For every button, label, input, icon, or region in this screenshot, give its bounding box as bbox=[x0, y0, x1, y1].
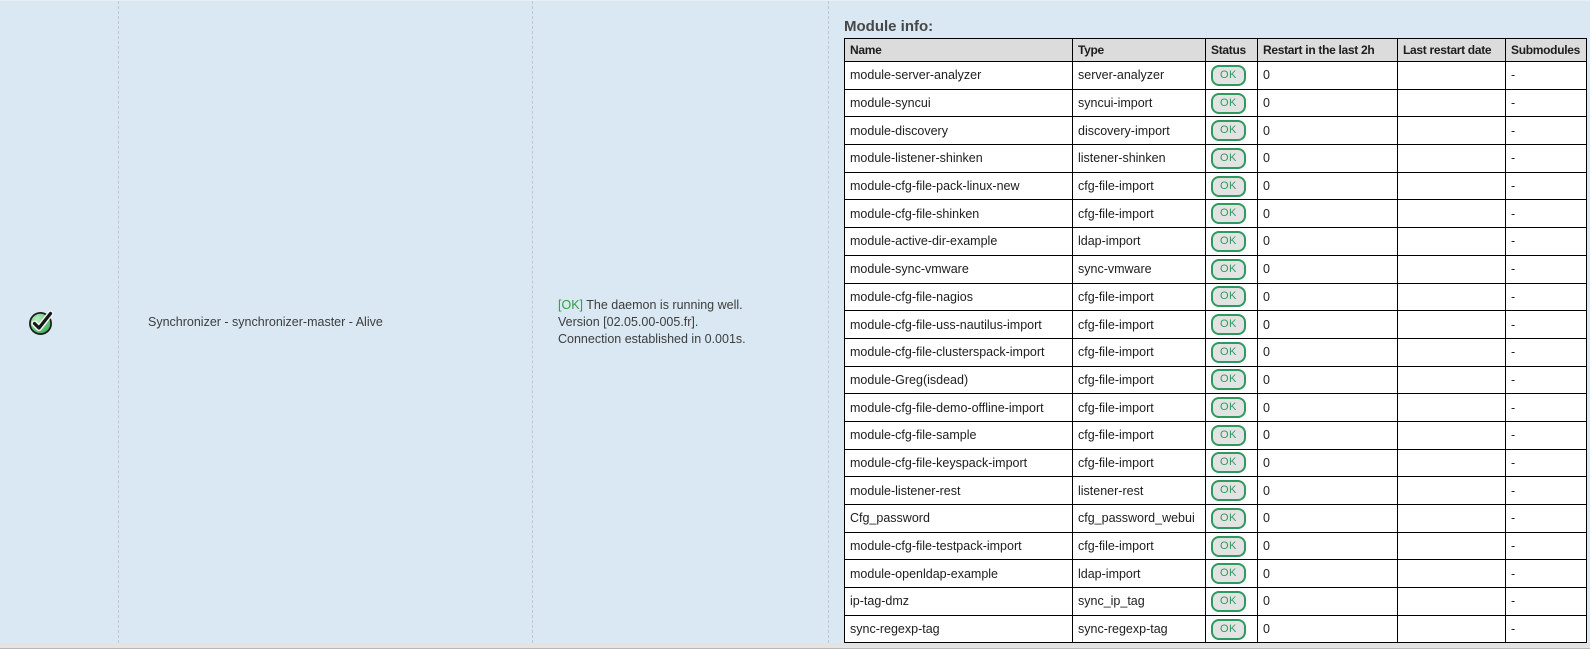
status-ok-badge: OK bbox=[1211, 259, 1246, 280]
cell-restart-2h: 0 bbox=[1258, 615, 1398, 643]
cell-status bbox=[1206, 505, 1258, 533]
table-row bbox=[845, 421, 1587, 449]
status-ok-badge: OK bbox=[1211, 342, 1246, 363]
cell-last-restart-date bbox=[1398, 311, 1506, 339]
cell-status bbox=[1206, 421, 1258, 449]
cell-restart-2h: 0 bbox=[1258, 421, 1398, 449]
cell-status bbox=[1206, 200, 1258, 228]
table-row bbox=[845, 228, 1587, 256]
cell-restart-2h: 0 bbox=[1258, 560, 1398, 588]
cell-status bbox=[1206, 532, 1258, 560]
table-row bbox=[845, 505, 1587, 533]
table-row bbox=[845, 172, 1587, 200]
cell-status bbox=[1206, 560, 1258, 588]
status-ok-badge: OK bbox=[1211, 65, 1246, 86]
table-row bbox=[845, 449, 1587, 477]
status-ok-badge: OK bbox=[1211, 148, 1246, 169]
cell-type: discovery-import bbox=[1073, 117, 1206, 145]
cell-status bbox=[1206, 588, 1258, 616]
cell-status bbox=[1206, 117, 1258, 145]
table-row bbox=[845, 89, 1587, 117]
table-row bbox=[845, 588, 1587, 616]
column-header-restart-in-the-last-2h: Restart in the last 2h bbox=[1258, 39, 1398, 62]
cell-status bbox=[1206, 255, 1258, 283]
ok-check-icon bbox=[28, 308, 55, 336]
cell-type: listener-shinken bbox=[1073, 145, 1206, 173]
status-ok-badge: OK bbox=[1211, 480, 1246, 501]
cell-type: cfg-file-import bbox=[1073, 394, 1206, 422]
cell-status bbox=[1206, 449, 1258, 477]
cell-name: module-sync-vmware bbox=[845, 255, 1073, 283]
status-ok-badge: OK bbox=[1211, 369, 1246, 390]
cell-submodules: - bbox=[1506, 560, 1587, 588]
ok-tag: [OK] bbox=[558, 297, 584, 312]
cell-submodules: - bbox=[1506, 255, 1587, 283]
status-ok-badge: OK bbox=[1211, 452, 1246, 473]
cell-type: listener-rest bbox=[1073, 477, 1206, 505]
cell-status bbox=[1206, 62, 1258, 90]
cell-type: server-analyzer bbox=[1073, 62, 1206, 90]
cell-type: cfg-file-import bbox=[1073, 421, 1206, 449]
cell-submodules: - bbox=[1506, 228, 1587, 256]
cell-submodules: - bbox=[1506, 62, 1587, 90]
cell-last-restart-date bbox=[1398, 449, 1506, 477]
cell-last-restart-date bbox=[1398, 62, 1506, 90]
cell-name: module-listener-rest bbox=[845, 477, 1073, 505]
status-ok-badge: OK bbox=[1211, 120, 1246, 141]
table-row bbox=[845, 200, 1587, 228]
cell-type: cfg-file-import bbox=[1073, 532, 1206, 560]
cell-name: ip-tag-dmz bbox=[845, 588, 1073, 616]
cell-submodules: - bbox=[1506, 615, 1587, 643]
cell-type: cfg_password_webui bbox=[1073, 505, 1206, 533]
cell-submodules: - bbox=[1506, 505, 1587, 533]
cell-submodules: - bbox=[1506, 89, 1587, 117]
cell-restart-2h: 0 bbox=[1258, 145, 1398, 173]
cell-name: module-cfg-file-demo-offline-import bbox=[845, 394, 1073, 422]
cell-restart-2h: 0 bbox=[1258, 449, 1398, 477]
cell-status bbox=[1206, 394, 1258, 422]
cell-last-restart-date bbox=[1398, 532, 1506, 560]
column-header-type: Type bbox=[1073, 39, 1206, 62]
cell-last-restart-date bbox=[1398, 200, 1506, 228]
cell-last-restart-date bbox=[1398, 615, 1506, 643]
status-ok-badge: OK bbox=[1211, 314, 1246, 335]
column-header-submodules: Submodules bbox=[1506, 39, 1587, 62]
table-row bbox=[845, 311, 1587, 339]
status-ok-badge: OK bbox=[1211, 286, 1246, 307]
cell-submodules: - bbox=[1506, 421, 1587, 449]
bottom-strip bbox=[0, 643, 1590, 649]
cell-name: module-cfg-file-uss-nautilus-import bbox=[845, 311, 1073, 339]
cell-name: module-cfg-file-testpack-import bbox=[845, 532, 1073, 560]
table-row bbox=[845, 145, 1587, 173]
cell-status bbox=[1206, 228, 1258, 256]
cell-last-restart-date bbox=[1398, 394, 1506, 422]
cell-name: module-active-dir-example bbox=[845, 228, 1073, 256]
cell-submodules: - bbox=[1506, 394, 1587, 422]
output-line-1 bbox=[558, 297, 828, 314]
cell-restart-2h: 0 bbox=[1258, 394, 1398, 422]
cell-restart-2h: 0 bbox=[1258, 62, 1398, 90]
cell-last-restart-date bbox=[1398, 338, 1506, 366]
table-row bbox=[845, 532, 1587, 560]
status-ok-badge: OK bbox=[1211, 591, 1246, 612]
cell-submodules: - bbox=[1506, 477, 1587, 505]
cell-restart-2h: 0 bbox=[1258, 588, 1398, 616]
cell-name: module-openldap-example bbox=[845, 560, 1073, 588]
status-ok-badge: OK bbox=[1211, 619, 1246, 640]
status-ok-badge: OK bbox=[1211, 563, 1246, 584]
module-table-header bbox=[845, 39, 1587, 62]
column-header-last-restart-date: Last restart date bbox=[1398, 39, 1506, 62]
cell-status bbox=[1206, 145, 1258, 173]
module-table bbox=[844, 38, 1587, 643]
cell-name: module-cfg-file-nagios bbox=[845, 283, 1073, 311]
cell-submodules: - bbox=[1506, 366, 1587, 394]
table-row bbox=[845, 560, 1587, 588]
cell-last-restart-date bbox=[1398, 283, 1506, 311]
cell-type: cfg-file-import bbox=[1073, 449, 1206, 477]
cell-name: module-discovery bbox=[845, 117, 1073, 145]
cell-submodules: - bbox=[1506, 145, 1587, 173]
output-line-3: Connection established in 0.001s. bbox=[558, 331, 746, 346]
cell-type: cfg-file-import bbox=[1073, 283, 1206, 311]
cell-restart-2h: 0 bbox=[1258, 89, 1398, 117]
cell-last-restart-date bbox=[1398, 145, 1506, 173]
cell-name: sync-regexp-tag bbox=[845, 615, 1073, 643]
daemon-output-cell bbox=[533, 1, 829, 643]
cell-type: cfg-file-import bbox=[1073, 311, 1206, 339]
table-row bbox=[845, 394, 1587, 422]
cell-submodules: - bbox=[1506, 449, 1587, 477]
cell-submodules: - bbox=[1506, 311, 1587, 339]
cell-restart-2h: 0 bbox=[1258, 311, 1398, 339]
table-row bbox=[845, 62, 1587, 90]
cell-name: module-syncui bbox=[845, 89, 1073, 117]
cell-status bbox=[1206, 283, 1258, 311]
column-header-status: Status bbox=[1206, 39, 1258, 62]
cell-last-restart-date bbox=[1398, 172, 1506, 200]
output-line-1-text: The daemon is running well. bbox=[586, 297, 743, 312]
cell-name: module-cfg-file-keyspack-import bbox=[845, 449, 1073, 477]
cell-submodules: - bbox=[1506, 117, 1587, 145]
module-info-title: Module info: bbox=[844, 18, 934, 35]
cell-name: module-cfg-file-clusterspack-import bbox=[845, 338, 1073, 366]
table-row bbox=[845, 477, 1587, 505]
cell-restart-2h: 0 bbox=[1258, 255, 1398, 283]
status-ok-badge: OK bbox=[1211, 93, 1246, 114]
column-header-name: Name bbox=[845, 39, 1073, 62]
cell-last-restart-date bbox=[1398, 255, 1506, 283]
cell-type: cfg-file-import bbox=[1073, 172, 1206, 200]
cell-restart-2h: 0 bbox=[1258, 283, 1398, 311]
cell-restart-2h: 0 bbox=[1258, 477, 1398, 505]
host-status-cell bbox=[119, 1, 533, 643]
status-ok-badge: OK bbox=[1211, 397, 1246, 418]
cell-restart-2h: 0 bbox=[1258, 200, 1398, 228]
cell-last-restart-date bbox=[1398, 560, 1506, 588]
cell-submodules: - bbox=[1506, 200, 1587, 228]
module-info-cell bbox=[829, 1, 1590, 643]
cell-status bbox=[1206, 338, 1258, 366]
cell-last-restart-date bbox=[1398, 477, 1506, 505]
status-icon-cell bbox=[0, 1, 119, 643]
table-row bbox=[845, 283, 1587, 311]
cell-last-restart-date bbox=[1398, 89, 1506, 117]
cell-type: cfg-file-import bbox=[1073, 366, 1206, 394]
output-line-2: Version [02.05.00-005.fr]. bbox=[558, 314, 699, 329]
cell-name: module-cfg-file-shinken bbox=[845, 200, 1073, 228]
cell-type: syncui-import bbox=[1073, 89, 1206, 117]
table-row bbox=[845, 255, 1587, 283]
cell-name: module-server-analyzer bbox=[845, 62, 1073, 90]
cell-restart-2h: 0 bbox=[1258, 532, 1398, 560]
cell-restart-2h: 0 bbox=[1258, 172, 1398, 200]
cell-status bbox=[1206, 89, 1258, 117]
cell-status bbox=[1206, 615, 1258, 643]
cell-status bbox=[1206, 366, 1258, 394]
host-status-label: Synchronizer - synchronizer-master - Alive bbox=[148, 315, 383, 329]
cell-restart-2h: 0 bbox=[1258, 338, 1398, 366]
cell-submodules: - bbox=[1506, 338, 1587, 366]
cell-submodules: - bbox=[1506, 532, 1587, 560]
table-row bbox=[845, 117, 1587, 145]
cell-type: cfg-file-import bbox=[1073, 200, 1206, 228]
cell-last-restart-date bbox=[1398, 117, 1506, 145]
cell-last-restart-date bbox=[1398, 366, 1506, 394]
cell-status bbox=[1206, 477, 1258, 505]
cell-restart-2h: 0 bbox=[1258, 228, 1398, 256]
cell-submodules: - bbox=[1506, 283, 1587, 311]
cell-last-restart-date bbox=[1398, 588, 1506, 616]
table-row bbox=[845, 338, 1587, 366]
status-ok-badge: OK bbox=[1211, 536, 1246, 557]
status-ok-badge: OK bbox=[1211, 425, 1246, 446]
cell-name: module-listener-shinken bbox=[845, 145, 1073, 173]
status-ok-badge: OK bbox=[1211, 176, 1246, 197]
status-ok-badge: OK bbox=[1211, 508, 1246, 529]
cell-type: sync-regexp-tag bbox=[1073, 615, 1206, 643]
cell-last-restart-date bbox=[1398, 228, 1506, 256]
cell-name: Cfg_password bbox=[845, 505, 1073, 533]
cell-status bbox=[1206, 172, 1258, 200]
cell-last-restart-date bbox=[1398, 421, 1506, 449]
cell-type: sync-vmware bbox=[1073, 255, 1206, 283]
status-ok-badge: OK bbox=[1211, 203, 1246, 224]
table-row bbox=[845, 615, 1587, 643]
cell-type: ldap-import bbox=[1073, 560, 1206, 588]
cell-submodules: - bbox=[1506, 588, 1587, 616]
cell-name: module-cfg-file-sample bbox=[845, 421, 1073, 449]
cell-restart-2h: 0 bbox=[1258, 505, 1398, 533]
cell-type: cfg-file-import bbox=[1073, 338, 1206, 366]
cell-type: ldap-import bbox=[1073, 228, 1206, 256]
cell-status bbox=[1206, 311, 1258, 339]
cell-name: module-cfg-file-pack-linux-new bbox=[845, 172, 1073, 200]
cell-submodules: - bbox=[1506, 172, 1587, 200]
cell-restart-2h: 0 bbox=[1258, 366, 1398, 394]
cell-restart-2h: 0 bbox=[1258, 117, 1398, 145]
status-ok-badge: OK bbox=[1211, 231, 1246, 252]
table-row bbox=[845, 366, 1587, 394]
cell-last-restart-date bbox=[1398, 505, 1506, 533]
cell-name: module-Greg(isdead) bbox=[845, 366, 1073, 394]
cell-type: sync_ip_tag bbox=[1073, 588, 1206, 616]
